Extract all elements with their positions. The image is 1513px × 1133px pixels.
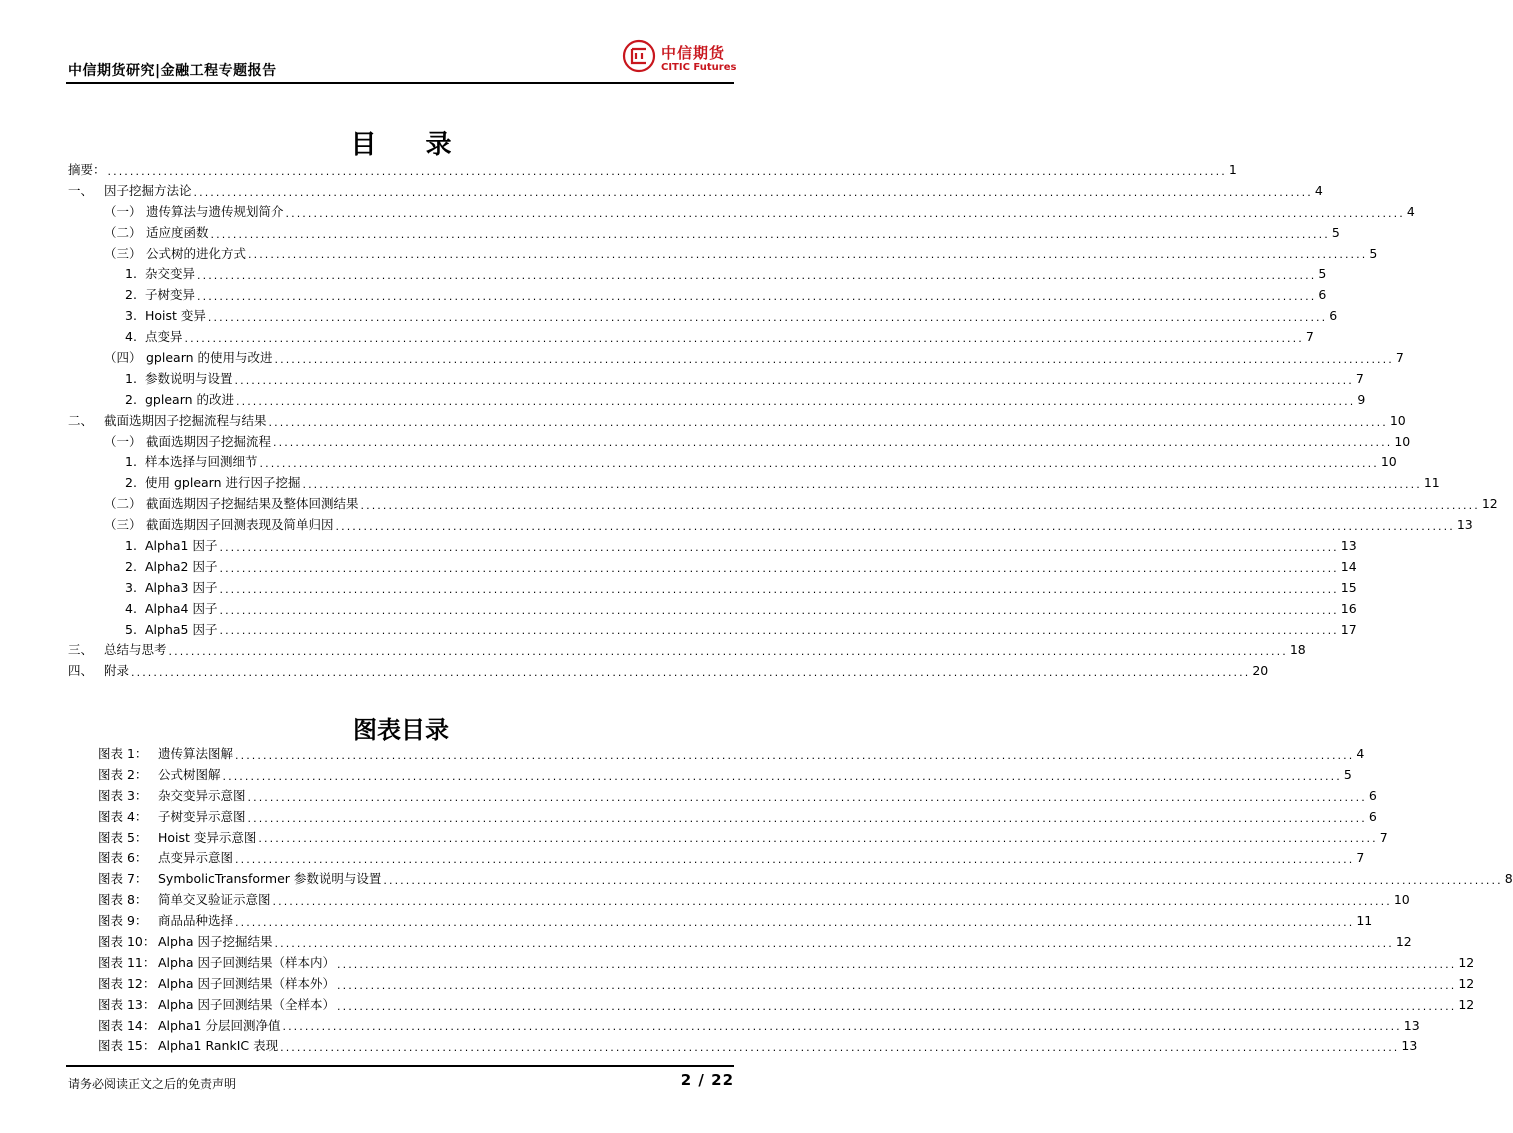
entry-label xyxy=(68,181,192,202)
citic-futures-logo xyxy=(623,40,753,80)
dot-leader: ........................................................................................................................................................................................................ xyxy=(248,248,1368,262)
entry-number: （三） xyxy=(104,517,142,533)
entry-label xyxy=(68,494,359,515)
toc-entry[interactable] xyxy=(68,536,1357,557)
entry-label xyxy=(68,264,195,285)
figure-entry[interactable] xyxy=(98,786,1377,807)
entry-label xyxy=(68,578,217,599)
toc-entry[interactable] xyxy=(68,578,1357,599)
entry-title: Alpha1 分层回测净值 xyxy=(158,1017,281,1033)
entry-title: Alpha2 因子 xyxy=(145,558,218,574)
entry-title: Alpha3 因子 xyxy=(145,579,218,595)
entry-title: 点变异 xyxy=(145,329,183,345)
dot-leader: ........................................................................................................................................................................................................ xyxy=(337,999,1457,1013)
entry-label xyxy=(68,661,129,682)
toc-entry[interactable] xyxy=(68,264,1327,285)
entry-title: 子树变异示意图 xyxy=(158,808,246,824)
entry-number: 2. xyxy=(125,391,137,407)
report-series-title: 中信期货研究|金融工程专题报告 xyxy=(68,63,277,79)
entry-page-number: 15 xyxy=(1340,579,1357,595)
entry-number: 图表 11： xyxy=(98,954,156,970)
entry-page-number: 8 xyxy=(1504,871,1513,887)
entry-number: 2. xyxy=(125,558,137,574)
dot-leader: ........................................................................................................................................................................................................ xyxy=(222,769,1342,783)
figure-entry[interactable] xyxy=(98,995,1475,1016)
entry-page-number: 11 xyxy=(1423,475,1440,491)
dot-leader: ........................................................................................................................................................................................................ xyxy=(337,957,1457,971)
figure-entry[interactable] xyxy=(98,744,1365,765)
entry-page-number: 7 xyxy=(1379,829,1388,845)
entry-page-number: 13 xyxy=(1456,517,1473,533)
entry-title: 子树变异 xyxy=(145,287,196,303)
entry-title: 样本选择与回测细节 xyxy=(145,454,258,470)
toc-entry[interactable] xyxy=(68,244,1378,265)
entry-label xyxy=(98,744,233,765)
figure-entry[interactable] xyxy=(98,890,1410,911)
dot-leader: ........................................................................................................................................................................................................ xyxy=(337,978,1457,992)
entry-title: 简单交叉验证示意图 xyxy=(158,892,271,908)
dot-leader: ........................................................................................................................................................................................................ xyxy=(131,666,1251,680)
entry-title: 参数说明与设置 xyxy=(145,370,233,386)
entry-number: 2. xyxy=(125,287,137,303)
figure-entry[interactable] xyxy=(98,911,1373,932)
entry-title: gplearn 的使用与改进 xyxy=(146,350,273,365)
entry-page-number: 16 xyxy=(1340,600,1357,616)
entry-page-number: 13 xyxy=(1403,1017,1420,1033)
entry-label xyxy=(68,369,233,390)
dot-leader: ........................................................................................................................................................................................................ xyxy=(282,1020,1402,1034)
entry-number: 二、 xyxy=(68,412,94,428)
dot-leader: ........................................................................................................................................................................................................ xyxy=(272,895,1392,909)
disclaimer-notice: 请务必阅读正文之后的免责声明 xyxy=(68,1077,237,1091)
entry-label xyxy=(68,620,217,641)
dot-leader: ........................................................................................................................................................................................................ xyxy=(168,645,1288,659)
entry-label xyxy=(68,599,217,620)
dot-leader: ........................................................................................................................................................................................................ xyxy=(274,936,1394,950)
dot-leader: ........................................................................................................................................................................................................ xyxy=(247,811,1367,825)
entry-number: 一、 xyxy=(68,182,94,198)
entry-number: 图表 6： xyxy=(98,850,148,866)
figure-entry[interactable] xyxy=(98,765,1352,786)
entry-page-number: 6 xyxy=(1318,287,1327,303)
entry-page-number: 20 xyxy=(1252,663,1269,679)
entry-page-number: 11 xyxy=(1356,913,1373,929)
entry-label xyxy=(68,432,271,453)
entry-title: Alpha 因子挖掘结果 xyxy=(158,934,273,949)
entry-label xyxy=(68,348,273,369)
toc-entry[interactable] xyxy=(68,473,1440,494)
entry-page-number: 7 xyxy=(1356,850,1365,866)
entry-label xyxy=(68,473,300,494)
entry-page-number: 6 xyxy=(1329,308,1338,324)
entry-number: 四、 xyxy=(68,663,94,679)
entry-title: 截面选期因子挖掘流程 xyxy=(146,433,272,449)
entry-page-number: 18 xyxy=(1289,642,1306,658)
entry-page-number: 6 xyxy=(1368,808,1377,824)
dot-leader: ........................................................................................................................................................................................................ xyxy=(235,853,1355,867)
entry-title: 使用 gplearn 进行因子挖掘 xyxy=(145,475,301,491)
table-of-contents xyxy=(68,160,1498,682)
toc-entry[interactable] xyxy=(68,327,1314,348)
toc-entry[interactable] xyxy=(68,640,1306,661)
dot-leader: ........................................................................................................................................................................................................ xyxy=(219,603,1339,617)
entry-page-number: 4 xyxy=(1314,182,1323,198)
entry-number: 图表 5： xyxy=(98,829,148,845)
entry-number: （一） xyxy=(104,203,142,219)
entry-title: 附录 xyxy=(104,663,130,679)
entry-number: 图表 10： xyxy=(98,934,156,949)
entry-page-number: 5 xyxy=(1318,266,1327,282)
toc-entry[interactable] xyxy=(68,515,1473,536)
entry-title: 杂交变异 xyxy=(145,266,196,282)
entry-label xyxy=(98,911,233,932)
entry-page-number: 9 xyxy=(1357,391,1366,407)
toc-entry[interactable] xyxy=(68,661,1269,682)
figure-entry[interactable] xyxy=(98,807,1377,828)
toc-entry[interactable] xyxy=(68,620,1357,641)
entry-page-number: 7 xyxy=(1355,370,1364,386)
dot-leader: ........................................................................................................................................................................................................ xyxy=(207,311,1328,325)
dot-leader: ........................................................................................................................................................................................................ xyxy=(236,394,1356,408)
toc-heading: 目 录 xyxy=(350,130,472,160)
entry-number: 4. xyxy=(125,600,137,616)
toc-entry[interactable] xyxy=(68,348,1404,369)
entry-number: 图表 4： xyxy=(98,808,148,824)
dot-leader: ........................................................................................................................................................................................................ xyxy=(259,457,1379,471)
entry-title: 截面选期因子挖掘结果及整体回测结果 xyxy=(146,496,359,512)
entry-label xyxy=(98,953,335,974)
entry-page-number: 7 xyxy=(1395,350,1404,365)
entry-number: 图表 13： xyxy=(98,996,156,1012)
dot-leader: ........................................................................................................................................................................................................ xyxy=(219,624,1339,638)
figure-entry[interactable] xyxy=(98,1016,1420,1037)
dot-leader: ........................................................................................................................................................................................................ xyxy=(258,832,1378,846)
entry-title: 点变异示意图 xyxy=(158,850,234,866)
entry-number: 图表 15： xyxy=(98,1038,156,1054)
entry-number: 2. xyxy=(125,475,137,491)
dot-leader: ........................................................................................................................................................................................................ xyxy=(184,332,1304,346)
dot-leader: ........................................................................................................................................................................................................ xyxy=(302,478,1422,492)
page-footer xyxy=(0,1063,802,1103)
entry-number: 图表 3： xyxy=(98,787,148,803)
toc-entry[interactable] xyxy=(68,285,1327,306)
entry-title: SymbolicTransformer 参数说明与设置 xyxy=(158,871,382,887)
entry-title: 公式树图解 xyxy=(158,766,221,782)
entry-label xyxy=(68,390,234,411)
toc-entry[interactable] xyxy=(68,494,1498,515)
entry-number: 1. xyxy=(125,370,137,386)
entry-title: 截面选期因子回测表现及简单归因 xyxy=(146,517,334,533)
dot-leader: ........................................................................................................................................................................................................ xyxy=(247,790,1367,804)
logo-chinese-name: 中信期货 xyxy=(661,44,726,62)
figure-entry[interactable] xyxy=(98,974,1475,995)
dot-leader: ........................................................................................................................................................................................................ xyxy=(193,185,1313,199)
entry-page-number: 6 xyxy=(1368,787,1377,803)
entry-title: Hoist 变异 xyxy=(145,308,206,324)
figure-list-heading: 图表目录 xyxy=(353,715,449,744)
entry-page-number: 7 xyxy=(1305,329,1314,345)
entry-number: 5. xyxy=(125,621,137,637)
entry-label xyxy=(68,327,183,348)
entry-page-number: 12 xyxy=(1481,496,1498,512)
figure-entry[interactable] xyxy=(98,1036,1418,1057)
dot-leader: ........................................................................................................................................................................................................ xyxy=(268,415,1388,429)
entry-label xyxy=(68,515,334,536)
citic-logo-icon xyxy=(623,40,655,72)
entry-label xyxy=(68,411,267,432)
dot-leader: ........................................................................................................................................................................................................ xyxy=(235,748,1355,762)
toc-entry[interactable] xyxy=(68,306,1338,327)
entry-number: （四） xyxy=(104,350,142,365)
entry-page-number: 10 xyxy=(1394,433,1411,449)
entry-title: 杂交变异示意图 xyxy=(158,787,246,803)
entry-label xyxy=(68,202,284,223)
entry-label xyxy=(98,1016,280,1037)
entry-page-number: 5 xyxy=(1343,766,1352,782)
entry-number: 1. xyxy=(125,266,137,282)
dot-leader: ........................................................................................................................................................................................................ xyxy=(219,540,1339,554)
entry-page-number: 12 xyxy=(1458,954,1475,970)
figure-entry[interactable] xyxy=(98,953,1475,974)
dot-leader: ........................................................................................................................................................................................................ xyxy=(210,227,1330,241)
entry-title: 因子挖掘方法论 xyxy=(104,182,192,198)
entry-number: 3. xyxy=(125,579,137,595)
entry-label xyxy=(68,223,209,244)
entry-page-number: 17 xyxy=(1340,621,1357,637)
entry-label xyxy=(68,536,217,557)
toc-entry[interactable] xyxy=(68,432,1411,453)
dot-leader: ........................................................................................................................................................................................................ xyxy=(234,373,1354,387)
toc-entry[interactable] xyxy=(68,557,1357,578)
entry-label xyxy=(98,848,233,869)
entry-number: （一） xyxy=(104,433,142,449)
entry-page-number: 13 xyxy=(1401,1038,1418,1054)
dot-leader: ........................................................................................................................................................................................................ xyxy=(285,206,1405,220)
entry-number: 图表 2： xyxy=(98,766,148,782)
toc-entry[interactable] xyxy=(68,181,1323,202)
entry-page-number: 14 xyxy=(1340,558,1357,574)
entry-page-number: 10 xyxy=(1380,454,1397,470)
dot-leader: ........................................................................................................................................................................................................ xyxy=(197,290,1317,304)
dot-leader: ........................................................................................................................................................................................................ xyxy=(219,561,1339,575)
entry-number: （二） xyxy=(104,496,142,512)
page-number: 2 / 22 xyxy=(680,1071,734,1089)
figure-entry[interactable] xyxy=(98,828,1388,849)
toc-entry[interactable] xyxy=(68,599,1357,620)
entry-number: 图表 9： xyxy=(98,913,148,929)
entry-label xyxy=(98,890,271,911)
toc-entry[interactable] xyxy=(68,223,1340,244)
toc-entry[interactable] xyxy=(68,369,1364,390)
entry-number: （三） xyxy=(104,245,142,261)
entry-label xyxy=(98,932,273,953)
figure-entry[interactable] xyxy=(98,848,1365,869)
entry-number: 3. xyxy=(125,308,137,324)
entry-page-number: 4 xyxy=(1406,203,1415,219)
entry-title: Alpha1 RankIC 表现 xyxy=(158,1038,279,1054)
entry-number: 1. xyxy=(125,454,137,470)
entry-label xyxy=(68,244,246,265)
entry-page-number: 4 xyxy=(1356,745,1365,761)
entry-title: 适应度函数 xyxy=(146,224,209,240)
entry-title: Hoist 变异示意图 xyxy=(158,829,257,845)
entry-number: （二） xyxy=(104,224,142,240)
entry-label xyxy=(68,306,206,327)
entry-number: 图表 12： xyxy=(98,975,156,991)
entry-page-number: 12 xyxy=(1458,975,1475,991)
entry-label xyxy=(98,765,221,786)
entry-label xyxy=(98,828,256,849)
dot-leader: ........................................................................................................................................................................................................ xyxy=(197,269,1317,283)
entry-title: 公式树的进化方式 xyxy=(146,245,247,261)
entry-label xyxy=(68,285,195,306)
dot-leader: ........................................................................................................................................................................................................ xyxy=(335,520,1455,534)
entry-label xyxy=(98,995,335,1016)
dot-leader: ........................................................................................................................................................................................................ xyxy=(273,436,1393,450)
entry-label xyxy=(68,640,167,661)
entry-title: 商品品种选择 xyxy=(158,913,234,929)
entry-title: Alpha5 因子 xyxy=(145,621,218,637)
dot-leader: ........................................................................................................................................................................................................ xyxy=(360,499,1480,513)
entry-page-number: 10 xyxy=(1389,412,1406,428)
entry-number: 图表 7： xyxy=(98,871,148,887)
figure-entry[interactable] xyxy=(98,932,1412,953)
toc-entry[interactable] xyxy=(68,160,1237,181)
entry-title: Alpha 因子回测结果（样本内） xyxy=(158,954,336,970)
entry-title: 遗传算法与遗传规划简介 xyxy=(146,203,284,219)
entry-label xyxy=(68,452,258,473)
logo-english-name: CITIC Futures xyxy=(661,62,737,73)
entry-label xyxy=(68,557,217,578)
entry-label xyxy=(98,786,246,807)
toc-entry[interactable] xyxy=(68,390,1366,411)
entry-page-number: 12 xyxy=(1458,996,1475,1012)
dot-leader: ........................................................................................................................................................................................................ xyxy=(383,874,1503,888)
toc-entry[interactable] xyxy=(68,411,1406,432)
entry-number: 三、 xyxy=(68,642,94,658)
page-header xyxy=(0,0,802,92)
entry-label xyxy=(98,807,246,828)
entry-label xyxy=(98,869,381,890)
figure-index xyxy=(98,744,1513,1057)
entry-number: 图表 1： xyxy=(98,745,148,761)
dot-leader: ........................................................................................................................................................................................................ xyxy=(107,164,1227,178)
dot-leader: ........................................................................................................................................................................................................ xyxy=(280,1041,1400,1055)
entry-title: Alpha 因子回测结果（全样本） xyxy=(158,996,336,1012)
entry-label xyxy=(98,974,335,995)
entry-label xyxy=(68,160,106,181)
toc-entry[interactable] xyxy=(68,452,1397,473)
entry-number: 图表 14： xyxy=(98,1017,156,1033)
header-divider xyxy=(66,82,734,84)
entry-title: Alpha1 因子 xyxy=(145,538,218,554)
entry-page-number: 13 xyxy=(1340,538,1357,554)
dot-leader: ........................................................................................................................................................................................................ xyxy=(235,916,1355,930)
entry-title: Alpha4 因子 xyxy=(145,600,218,616)
entry-title: 总结与思考 xyxy=(104,642,167,658)
entry-page-number: 5 xyxy=(1331,224,1340,240)
entry-number: 1. xyxy=(125,538,137,554)
footer-divider xyxy=(66,1065,734,1067)
entry-title: 遗传算法图解 xyxy=(158,745,234,761)
entry-page-number: 1 xyxy=(1228,161,1237,177)
dot-leader: ........................................................................................................................................................................................................ xyxy=(274,352,1394,366)
entry-title: 摘要： xyxy=(68,161,106,177)
figure-entry[interactable] xyxy=(98,869,1513,890)
entry-label xyxy=(98,1036,278,1057)
entry-title: 截面选期因子挖掘流程与结果 xyxy=(104,412,267,428)
entry-page-number: 5 xyxy=(1369,245,1378,261)
dot-leader: ........................................................................................................................................................................................................ xyxy=(219,582,1339,596)
entry-title: Alpha 因子回测结果（样本外） xyxy=(158,975,336,991)
entry-page-number: 12 xyxy=(1395,934,1412,949)
entry-number: 图表 8： xyxy=(98,892,148,908)
toc-entry[interactable] xyxy=(68,202,1415,223)
entry-number: 4. xyxy=(125,329,137,345)
entry-title: gplearn 的改进 xyxy=(145,391,235,407)
entry-page-number: 10 xyxy=(1393,892,1410,908)
